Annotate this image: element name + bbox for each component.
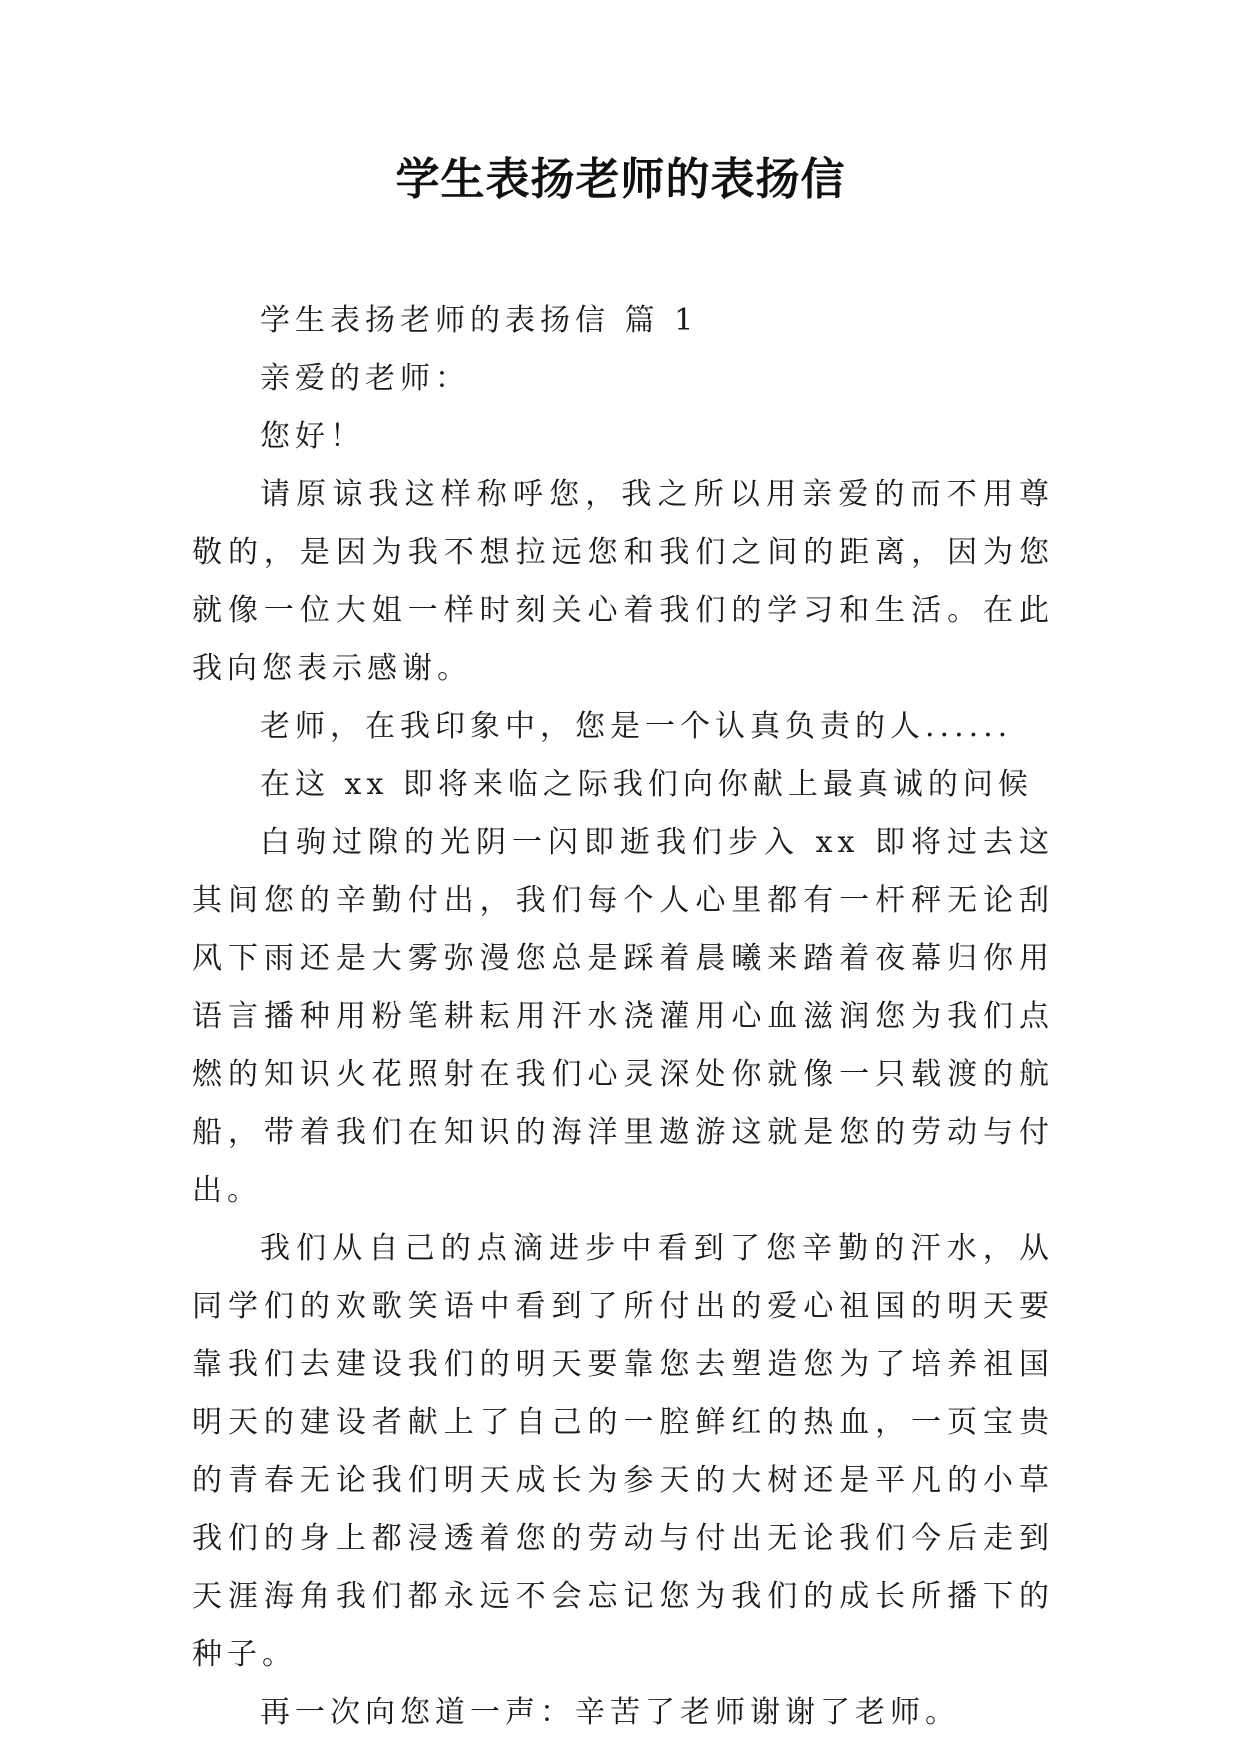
body-paragraph: 老师，在我印象中，您是一个认真负责的人......	[260, 709, 1013, 744]
section-heading: 学生表扬老师的表扬信 篇 1	[260, 303, 699, 338]
body-paragraph: 在这 xx 即将来临之际我们向你献上最真诚的问候	[260, 767, 1033, 802]
body-paragraph: 我们从自己的点滴进步中看到了您辛勤的汗水，从同学们的欢歌笑语中看到了所付出的爱心祖国的明天要靠我们去建设我们的明天要靠您去塑造您为了培养祖国明天的建设者献上了自己的一腔鲜红的热血，一页宝贵的青春无论我们明天成长为参天的大树还是平凡的小草我们的身上都浸透着您的劳动与付出无论我们今后走到天涯海角我们都永远不会忘记您为我们的成长所播下的种子。	[192, 1231, 1054, 1672]
greeting: 您好！	[260, 419, 365, 454]
body-paragraph: 白驹过隙的光阴一闪即逝我们步入 xx 即将过去这其间您的辛勤付出，我们每个人心里都有一杆秤无论刮风下雨还是大雾弥漫您总是踩着晨曦来踏着夜幕归你用语言播种用粉笔耕耘用汗水浇灌用心血滋润您为我们点燃的知识火花照射在我们心灵深处你就像一只载渡的航船，带着我们在知识的海洋里遨游这就是您的劳动与付出。	[192, 825, 1054, 1208]
document-title: 学生表扬老师的表扬信	[395, 154, 846, 205]
document-body	[192, 292, 1054, 1742]
closing-paragraph: 再一次向您道一声：辛苦了老师谢谢了老师。	[260, 1695, 960, 1730]
salutation: 亲爱的老师：	[260, 361, 470, 396]
body-paragraph: 请原谅我这样称呼您，我之所以用亲爱的而不用尊敬的，是因为我不想拉远您和我们之间的距离，因为您就像一位大姐一样时刻关心着我们的学习和生活。在此我向您表示感谢。	[192, 477, 1054, 686]
